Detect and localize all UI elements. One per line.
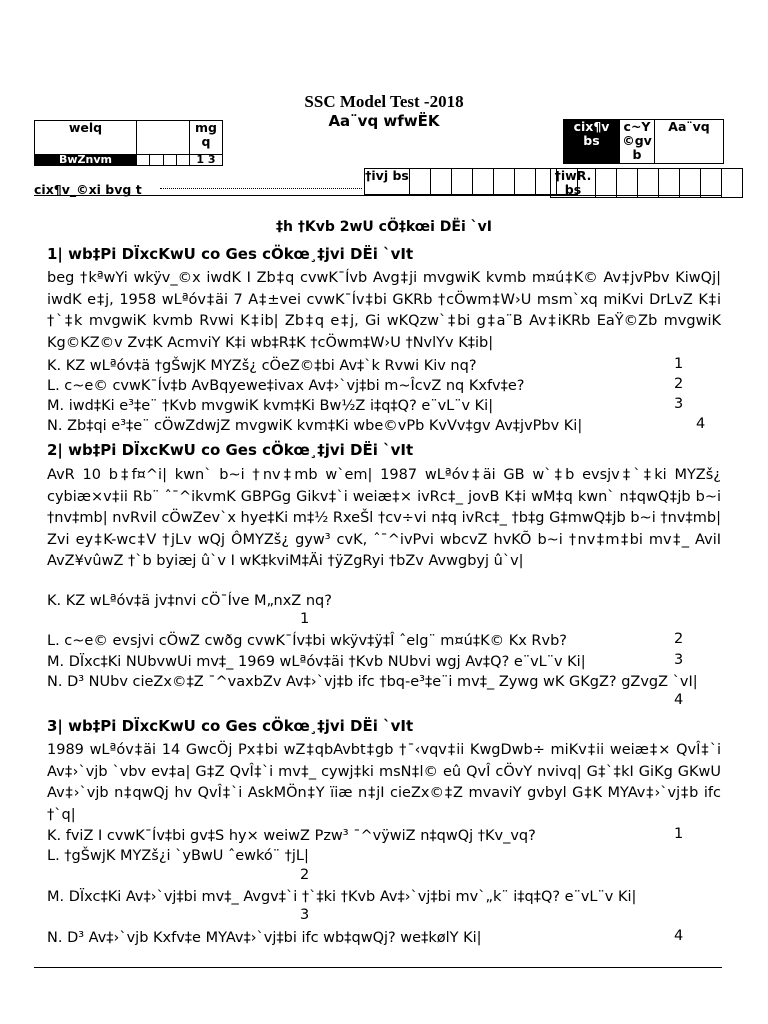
reg-digit <box>722 169 743 198</box>
reg-digit <box>701 169 722 198</box>
roll-digit <box>410 169 431 195</box>
marks-value: 1 <box>674 356 684 372</box>
option-line: N. Zb‡qi e³‡e¨ cÖwZdwjZ mvgwiK kvm‡Ki wbe©vPb KvVv‡gv Av‡jvPbv Ki| <box>47 418 583 434</box>
exam-label: cix¶v bs <box>564 120 620 164</box>
chapter-label: Aa¨vq <box>655 120 724 164</box>
option-line: K. KZ wLªóv‡ä †gŠwjK MYZš¿ cÖeZ©‡bi Av‡`k Rvwi Kiv nq? <box>47 358 477 374</box>
reg-digit <box>659 169 680 198</box>
reg-digit <box>638 169 659 198</box>
marks-value: 3 <box>674 652 684 668</box>
roll-label: †ivj bs <box>365 169 410 195</box>
option-line: M. DÏxc‡Ki NUbvwUi mv‡_ 1969 wLªóv‡äi †Kvb NUbvi wgj Av‡Q? e¨vL¨v Ki| <box>47 654 586 670</box>
code-value: 1 3 <box>190 155 223 166</box>
marks-value: 2 <box>674 631 684 647</box>
question-heading: 3| wb‡Pi DÏxcKwU co Ges cÖkœ¸‡jvi DËi `vIt <box>47 717 414 735</box>
reg-digit <box>617 169 638 198</box>
marks-value: 4 <box>674 692 684 708</box>
registration-label: †iwR. bs <box>551 169 596 198</box>
question-stem: AvR 10 b‡f¤^i| kwn` b~i †nv‡mb w`em| 1987 wLªóv‡äi GB w`‡b evsjv‡`‡ki MYZš¿ cybiæ×v‡ii Rb¨ ˆ¯^ikvmK GBPGg Gikv‡`i weiæ‡× ivRc‡_ jovB K‡i wM‡q kwn` n‡qwQ‡jb b~i †nv‡mb| nvRvil cÖwZev`x hye‡Ki m‡½ RxeŠl †cv÷vi n‡q ivRc‡_ †b‡g G‡mwQ‡jb b~i †nv‡mb| Zvi ey‡K-wc‡V †jLv wQj ÔMYZš¿ gyw³ cvK, ˆ¯^ivPvi wbcvZ hvKÕ b~i †nv‡m‡bi mv‡_ AviI AvZ¥vûwZ †`b byiæj û`v I wK‡kviM‡Äi †ÿZgRyi †bZv Avwgbyj û`v| <box>47 467 721 569</box>
marks-value: 2 <box>674 376 684 392</box>
subject-info-box <box>34 120 223 166</box>
marks-value: 2 <box>300 867 310 883</box>
reg-digit <box>596 169 617 198</box>
reg-digit <box>680 169 701 198</box>
question-heading: 2| wb‡Pi DÏxcKwU co Ges cÖkœ¸‡jvi DËi `vIt <box>47 441 414 459</box>
header-divider <box>34 195 722 196</box>
marks-value: 1 <box>674 826 684 842</box>
full-marks-label: c~Y ©gv b <box>620 120 655 164</box>
dark-label: BwZnvm <box>35 155 137 166</box>
subject-title: Aa¨vq wfwËK <box>328 112 440 130</box>
option-line: N. D³ NUbv cieZx©‡Z ¯^vaxbZv Av‡›`vj‡b ifc †bq-e³‡e¨i mv‡_ Zywg wK GKgZ? gZvgZ `vI| <box>47 674 698 690</box>
subject-label: welq <box>35 121 137 155</box>
marks-value: 4 <box>696 416 706 432</box>
marks-value: 3 <box>300 907 310 923</box>
roll-box <box>364 168 578 195</box>
option-line: K. fviZ I cvwK¯Ív‡bi gv‡S hy× weiwZ Pzw³ ¯^vÿwiZ n‡qwQj †Kv_vq? <box>47 828 536 844</box>
marks-value: 4 <box>674 928 684 944</box>
option-line: M. iwd‡Ki e³‡e¨ †Kvb mvgwiK kvm‡Ki Bw½Z i‡q‡Q? e¨vL¨v Ki| <box>47 398 494 414</box>
footer-divider <box>34 967 722 968</box>
code-boxes <box>137 155 190 166</box>
roll-digit <box>515 169 536 195</box>
roll-digit <box>431 169 452 195</box>
roll-digit <box>494 169 515 195</box>
exam-title: SSC Model Test -2018 <box>304 92 464 111</box>
registration-box <box>550 168 743 198</box>
option-line: K. KZ wLªóv‡ä jv‡nvi cÖ¯Íve M„nxZ nq? <box>47 593 332 609</box>
question-stem: beg †kªwYi wkÿv_©x iwdK I Zb‡q cvwK¯Ívb Avg‡ji mvgwiK kvmb m¤ú‡K© Av‡jvPbv KiwQj| iwdK e‡j, 1958 wLªóv‡äi 7 A‡±vei cvwK¯Ív‡bi GKRb †cÖwm‡W›U msm`xq miKvi DrLvZ K‡i †`‡k mvgwiK kvmb Rvwi K‡ib| Zb‡q e‡j, Gi wKQzw`‡bi g‡a¨B Av‡iKRb EaŸ©Zb mvgwiK Kg©KZ©v Zv‡K AcmviY K‡i wb‡R‡K †cÖwm‡W›U †NvlYv K‡ib| <box>47 270 721 351</box>
exam-code-box <box>563 119 724 164</box>
name-dotted-line <box>160 188 362 189</box>
question-heading: 1| wb‡Pi DÏxcKwU co Ges cÖkœ¸‡jvi DËi `vIt <box>47 245 414 263</box>
roll-digit <box>473 169 494 195</box>
marks-value: 3 <box>674 396 684 412</box>
question-stem: 1989 wLªóv‡äi 14 GwcÖj Px‡bi wZ‡qbAvbt‡gb †¯‹vqv‡ii KwgDwb÷ miKv‡ii weiæ‡× QvÎ‡`i Av‡›`vjb `vbv ev‡a| G‡Z QvÎ‡`i mv‡_ cywj‡ki msN‡l© eû QvÎ cÖvY nvivq| G‡`‡kI GiKg GKwU Av‡›`vjb n‡qwQj hv QvÎ‡`i AskMÖn‡Y ïiæ n‡jI cieZx©‡Z mvaviY gvbyl G‡K MYAv‡›`vj‡b ifc †`q| <box>47 742 721 823</box>
student-name-label: cix¶v_©xi bvg t <box>34 182 142 197</box>
instruction-line: ‡h †Kvb 2wU cÖ‡kœi DËi `vI <box>276 219 492 235</box>
option-line: L. †gŠwjK MYZš¿i `yBwU ˆewkó¨ †jL| <box>47 848 309 864</box>
marks-value: 1 <box>300 611 310 627</box>
blank-cell <box>137 121 190 155</box>
code-label: mg q <box>190 121 223 155</box>
option-line: N. D³ Av‡›`vjb Kxfv‡e MYAv‡›`vj‡bi ifc wb‡qwQj? we‡kølY Ki| <box>47 930 482 946</box>
option-line: L. c~e© evsjvi cÖwZ cwðg cvwK¯Ív‡bi wkÿv‡ÿ‡Î ˆelg¨ m¤ú‡K© Kx Rvb? <box>47 633 567 649</box>
option-line: L. c~e© cvwK¯Ív‡b AvBqyewe‡ivax Av‡›`vj‡bi m~ÎcvZ nq Kxfv‡e? <box>47 378 525 394</box>
roll-digit <box>452 169 473 195</box>
option-line: M. DÏxc‡Ki Av‡›`vj‡bi mv‡_ Avgv‡`i †`‡ki †Kvb Av‡›`vj‡bi mv`„k¨ i‡q‡Q? e¨vL¨v Ki| <box>47 889 637 905</box>
